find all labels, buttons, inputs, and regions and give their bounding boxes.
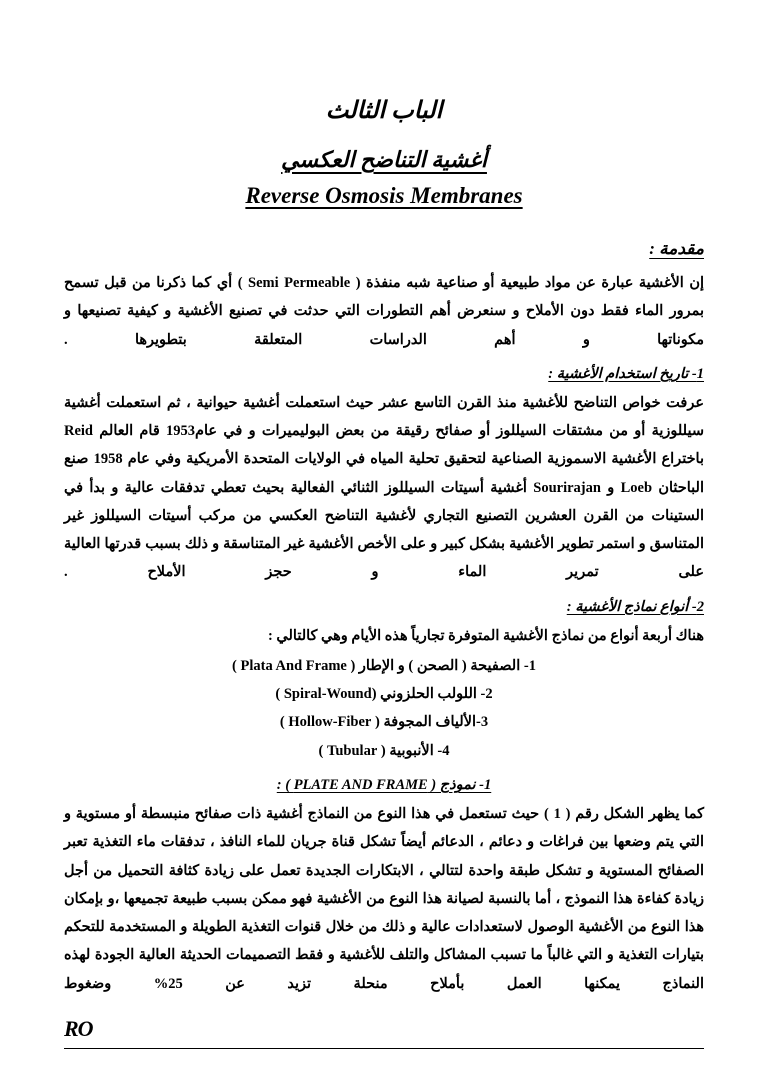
subsection-1-heading: 1- نموذج ( PLATE AND FRAME ) : xyxy=(276,776,492,793)
footer-mark: RO xyxy=(64,1016,93,1041)
subject-title-english: Reverse Osmosis Membranes xyxy=(245,183,523,208)
section-1-paragraph: عرفت خواص التناضح للأغشية منذ القرن التاسع عشر حيث استعملت أغشية حيوانية ، ثم استعملت أغشية سيللوزية أو من مشتقات السيللوز أو صفائح رقيقة من بعض البوليميرات و في عام1953 قام العالم Reid باختراع الأغشية الاسموزية الصناعية لتحقيق تحلية المياه في الولايات المتحدة الأمريكية وفي عام 1958 صنع الباحثان Loeb و Sourirajan أغشية أسيتات السيللوز الثنائي الفعالية بحيث تعطي تدفقات عالية و بدأ في الستينات من القرن العشرين التصنيع التجاري لأغشية التناضح العكسي من مركب أسيتات السيللوز غير المتناسق و استمر تطوير الأغشية بشكل كبير و على الأخص الأغشية غير المتناسقة و ذلك بسبب قدرتها العالية على تمرير الماء و حجز الأملاح . xyxy=(64,394,705,581)
subsection-1-paragraph: كما يظهر الشكل رقم ( 1 ) حيث تستعمل في هذا النوع من النماذج أغشية ذات صفائح منبسطة أو مستوية و التي يتم وضعها بين فراغات و دعائم ، الدعائم أيضاً تشكل قناة جريان للماء النافذ ، تدفقات ماء التغذية تعبر الصفائح المستوية و تشكل طبقة واحدة لتتالي ، الابتكارات الجديدة تعمل على زيادة كثافة التحميل من أجل زيادة كفاءة هذا النموذج ، أما بالنسبة لصيانة هذا النوع من الأغشية فهو ممكن بسبب طبيعة تجميعها ،و بإمكان هذا النوع من الأغشية الوصول لاستعدادات عالية و ذلك من خلال قنوات التغذية الطويلة و المستخدمة للتحكم بتيارات التغذية و التي غالباً ما تسبب المشاكل والتلف للأغشية و فقط التصميمات الحديثة العالية الجودة لهذه النماذج يمكنها العمل بأملاح منحلة تزيد عن 25% وضغوط xyxy=(64,805,704,992)
list-item: 2- اللولب الحلزوني (Spiral-Wound ) xyxy=(275,686,493,703)
subject-title-arabic: أغشية التناضح العكسي xyxy=(281,147,487,172)
chapter-title-arabic: الباب الثالث xyxy=(325,98,443,124)
title-block xyxy=(64,96,704,209)
footer-divider xyxy=(64,1048,704,1049)
section-1-heading: 1- تاريخ استخدام الأغشية : xyxy=(548,365,704,382)
list-item: 1- الصفيحة ( الصحن ) و الإطار ( Plata And Frame ) xyxy=(232,657,536,674)
intro-paragraph: إن الأغشية عبارة عن مواد طبيعية أو صناعية شبه منفذة ( Semi Permeable ) أي كما ذكرنا من قبل تسمح بمرور الماء فقط دون الأملاح و سنعرض أهم التطورات التي حدثت في تصنيع الأغشية و كيفية تصنيعها و مكوناتها و أهم الدراسات المتعلقة بتطويرها . xyxy=(64,275,705,348)
intro-heading: مقدمة : xyxy=(649,239,704,258)
section-2-heading: 2- أنواع نماذج الأغشية : xyxy=(566,598,704,615)
membrane-model-list xyxy=(64,652,704,765)
list-item: 3-الألياف المجوفة ( Hollow-Fiber ) xyxy=(279,714,489,731)
list-item: 4- الأنبوبية ( Tubular ) xyxy=(318,742,450,759)
section-2-lead: هناك أربعة أنواع من نماذج الأغشية المتوفرة تجارياً هذه الأيام وهي كالتالي : xyxy=(267,627,704,644)
page-footer xyxy=(64,1016,704,1049)
